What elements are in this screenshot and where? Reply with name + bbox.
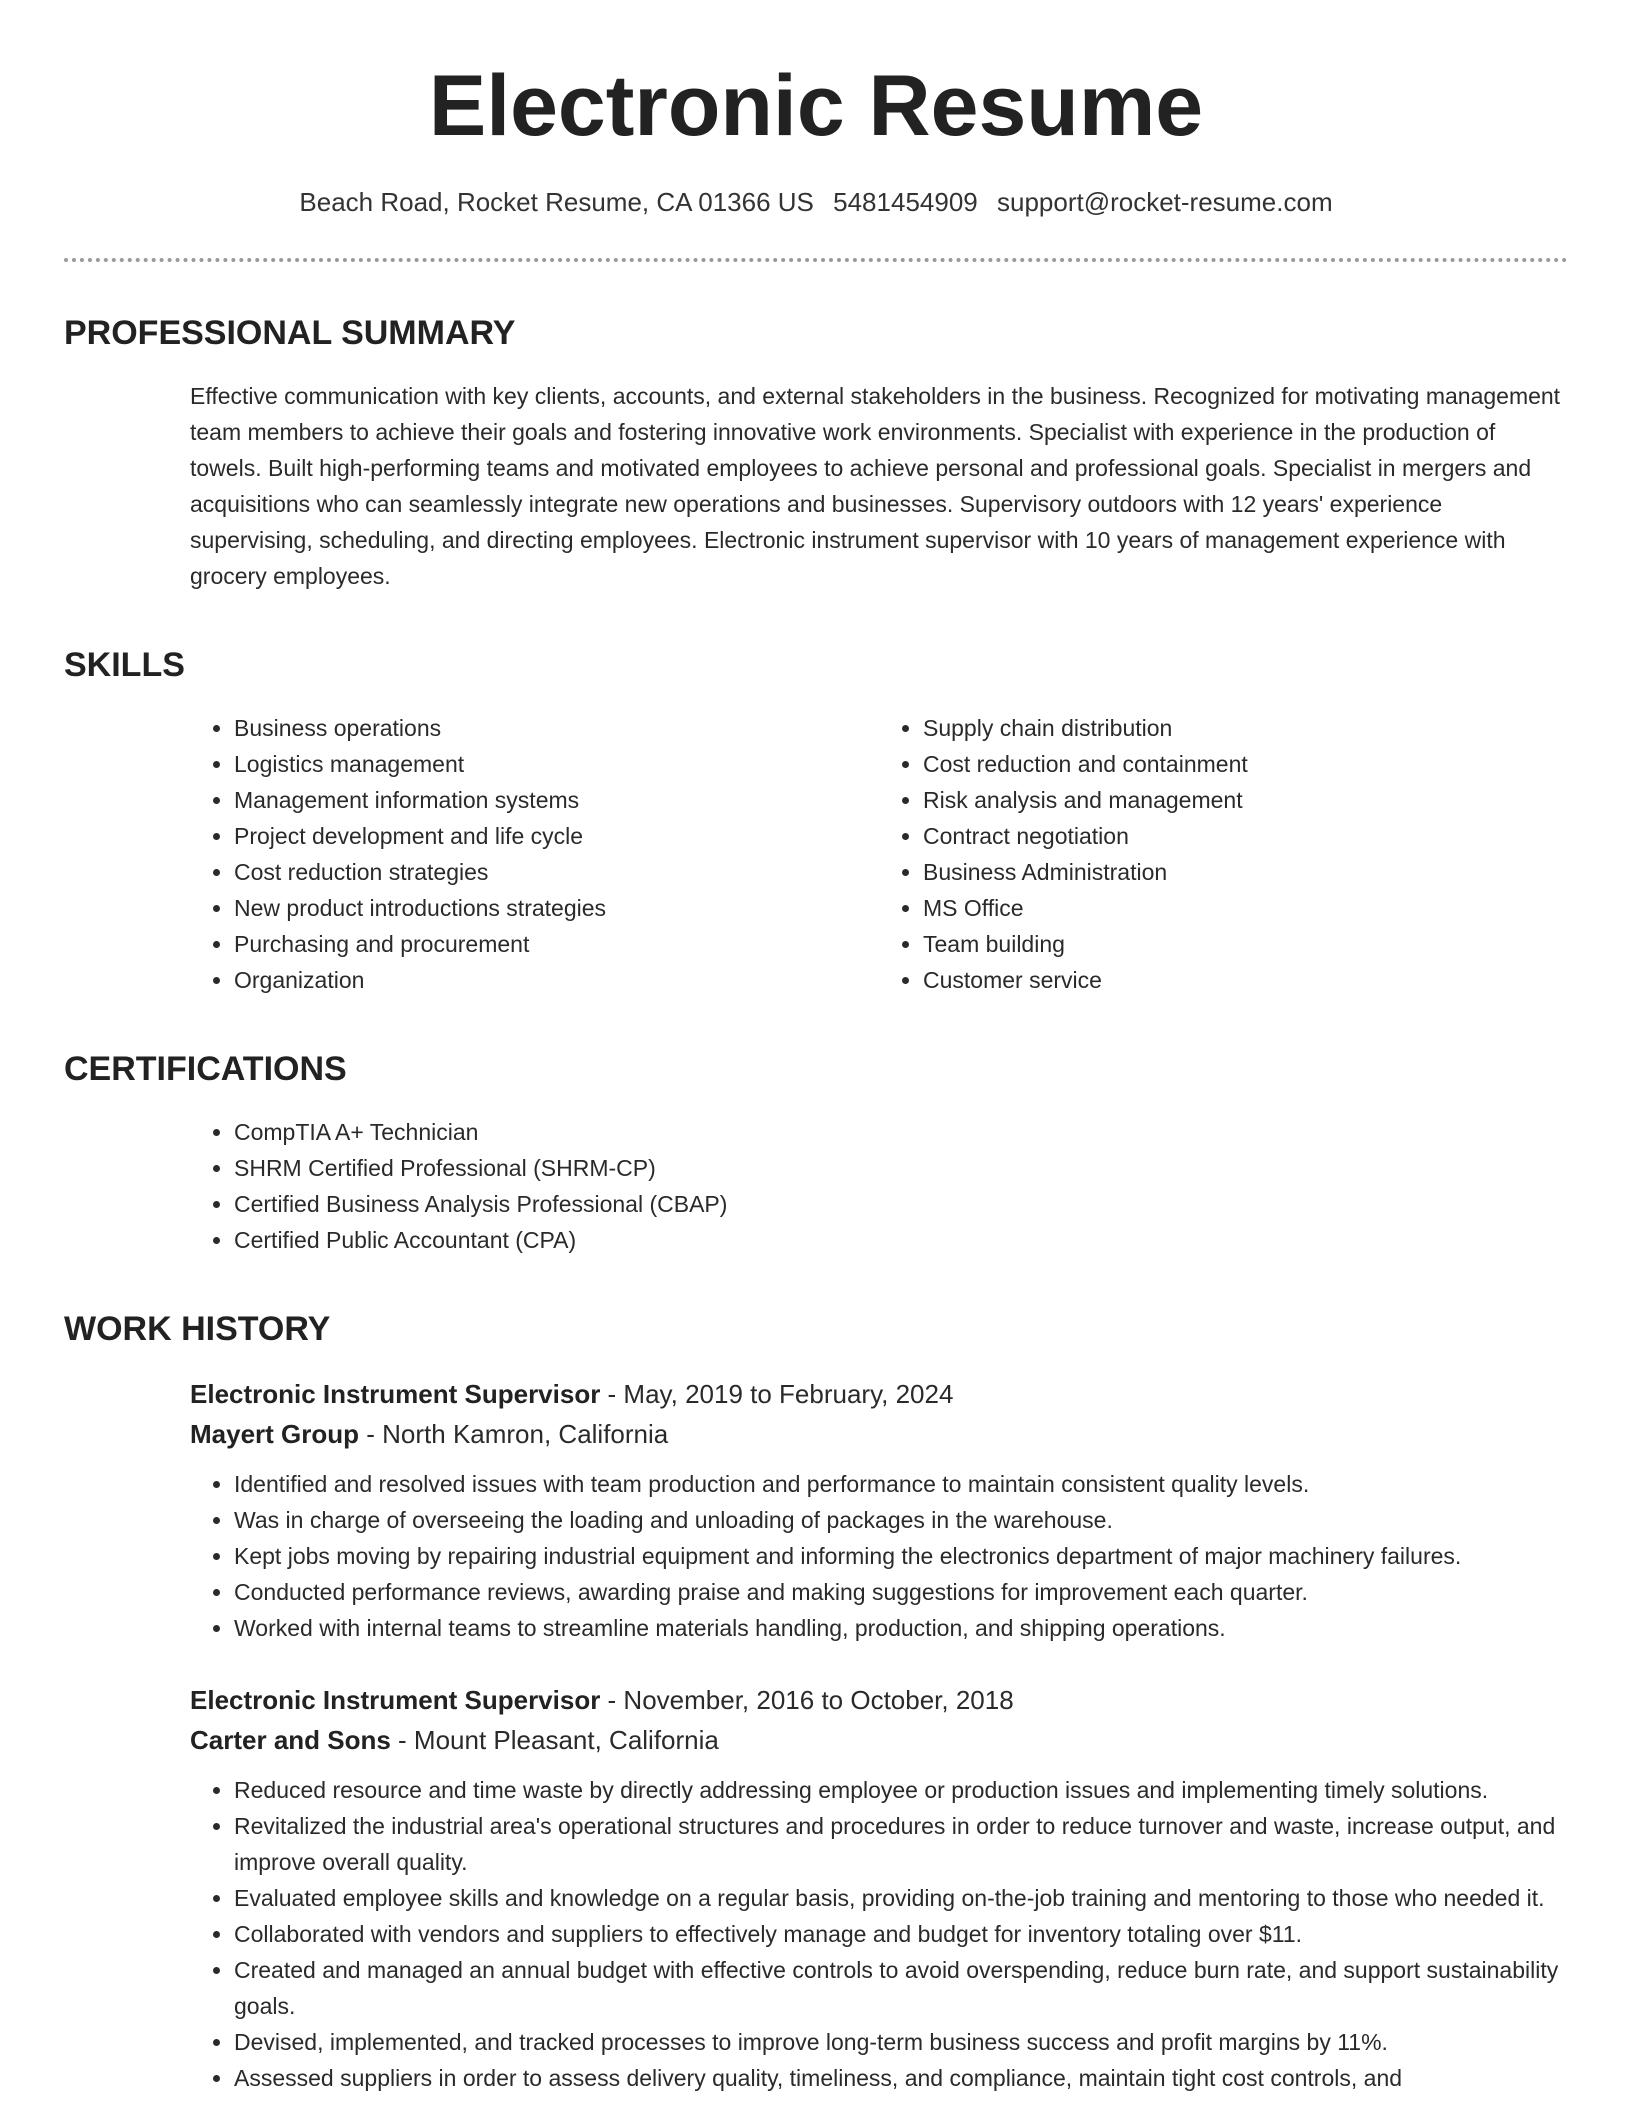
skill-item: • MS Office [923,890,1568,926]
skill-item: • Organization [234,962,879,998]
job-bullet: • Revitalized the industrial area's operational structures and procedures in order to reduce turnover and waste, increase output, and improve overall quality. [234,1808,1594,1880]
certification-item: • Certified Business Analysis Professional (CBAP) [234,1186,1568,1222]
job-role: Electronic Instrument Supervisor [190,1379,601,1409]
contact-address: Beach Road, Rocket Resume, CA 01366 US [299,187,814,217]
skill-item: • New product introductions strategies [234,890,879,926]
skills-left-list [190,710,879,998]
job-bullet: • Created and managed an annual budget with effective controls to avoid overspending, reduce burn rate, and support sustainability goals. [234,1952,1594,2024]
job-entry [190,1680,1568,2096]
job-dates: - November, 2016 to October, 2018 [600,1685,1014,1715]
job-entry [190,1374,1568,1646]
skills-section [64,640,1568,998]
skill-item: • Project development and life cycle [234,818,879,854]
job-location: - North Kamron, California [359,1419,669,1449]
job-bullet: • Assessed suppliers in order to assess delivery quality, timeliness, and compliance, maintain tight cost controls, and [234,2060,1594,2096]
certifications-list [190,1114,1568,1258]
job-bullet: • Evaluated employee skills and knowledge on a regular basis, providing on-the-job training and mentoring to those who needed it. [234,1880,1594,1916]
job-dates: - May, 2019 to February, 2024 [600,1379,954,1409]
certifications-heading: CERTIFICATIONS [64,1050,347,1088]
skill-item: • Supply chain distribution [923,710,1568,746]
certifications-body [190,1114,1568,1258]
skill-item: • Contract negotiation [923,818,1568,854]
job-company-line [190,1720,1568,1760]
job-location: - Mount Pleasant, California [390,1725,719,1755]
resume-page [64,0,1568,2096]
certification-item: • CompTIA A+ Technician [234,1114,1568,1150]
contact-info [64,182,1568,222]
skills-heading: SKILLS [64,646,185,684]
skill-item: • Cost reduction strategies [234,854,879,890]
skills-right-list [879,710,1568,998]
job-bullet: • Worked with internal teams to streamline materials handling, production, and shipping operations. [234,1610,1594,1646]
summary-text: Effective communication with key clients, accounts, and external stakeholders in the business. Recognized for motivating management team members to achieve their goals and fostering innovative work environments. Specialist with experience in the production of towels. Built high-performing teams and motivated employees to achieve personal and professional goals. Specialist in mergers and acquisitions who can seamlessly integrate new operations and businesses. Supervisory outdoors with 12 years' experience supervising, scheduling, and directing employees. Electronic instrument supervisor with 10 years of management experience with grocery employees. [190,383,1561,589]
job-bullets [190,1772,1594,2096]
header-divider [64,258,1568,262]
job-bullet: • Reduced resource and time waste by directly addressing employee or production issues and implementing timely solutions. [234,1772,1594,1808]
job-title-line [190,1374,1568,1414]
job-role: Electronic Instrument Supervisor [190,1685,601,1715]
contact-email: support@rocket-resume.com [996,187,1333,217]
skills-columns [190,710,1568,998]
certifications-section [64,1044,1568,1258]
skill-item: • Business operations [234,710,879,746]
job-bullet: • Collaborated with vendors and suppliers to effectively manage and budget for inventory totaling over $11. [234,1916,1594,1952]
skill-item: • Purchasing and procurement [234,926,879,962]
job-bullet: • Kept jobs moving by repairing industrial equipment and informing the electronics department of major machinery failures. [234,1538,1594,1574]
job-company: Carter and Sons [190,1725,391,1755]
certification-item: • Certified Public Accountant (CPA) [234,1222,1568,1258]
work-history-heading: WORK HISTORY [64,1310,331,1348]
skill-item: • Logistics management [234,746,879,782]
skill-item: • Business Administration [923,854,1568,890]
summary-heading: PROFESSIONAL SUMMARY [64,314,516,352]
work-history-section [64,1304,1568,2096]
skill-item: • Cost reduction and containment [923,746,1568,782]
summary-section [64,308,1568,594]
job-bullet: • Conducted performance reviews, awarding praise and making suggestions for improvement each quarter. [234,1574,1594,1610]
job-company: Mayert Group [190,1419,360,1449]
skill-item: • Customer service [923,962,1568,998]
job-bullets [190,1466,1594,1646]
job-title-line [190,1680,1568,1720]
resume-name: Electronic Resume [428,58,1204,154]
skill-item: • Management information systems [234,782,879,818]
certification-item: • SHRM Certified Professional (SHRM-CP) [234,1150,1568,1186]
job-bullet: • Was in charge of overseeing the loading and unloading of packages in the warehouse. [234,1502,1594,1538]
skill-item: • Team building [923,926,1568,962]
job-bullet: • Devised, implemented, and tracked processes to improve long-term business success and profit margins by 11%. [234,2024,1594,2060]
skill-item: • Risk analysis and management [923,782,1568,818]
job-bullet: • Identified and resolved issues with team production and performance to maintain consistent quality levels. [234,1466,1594,1502]
job-company-line [190,1414,1568,1454]
contact-phone: 5481454909 [833,187,978,217]
